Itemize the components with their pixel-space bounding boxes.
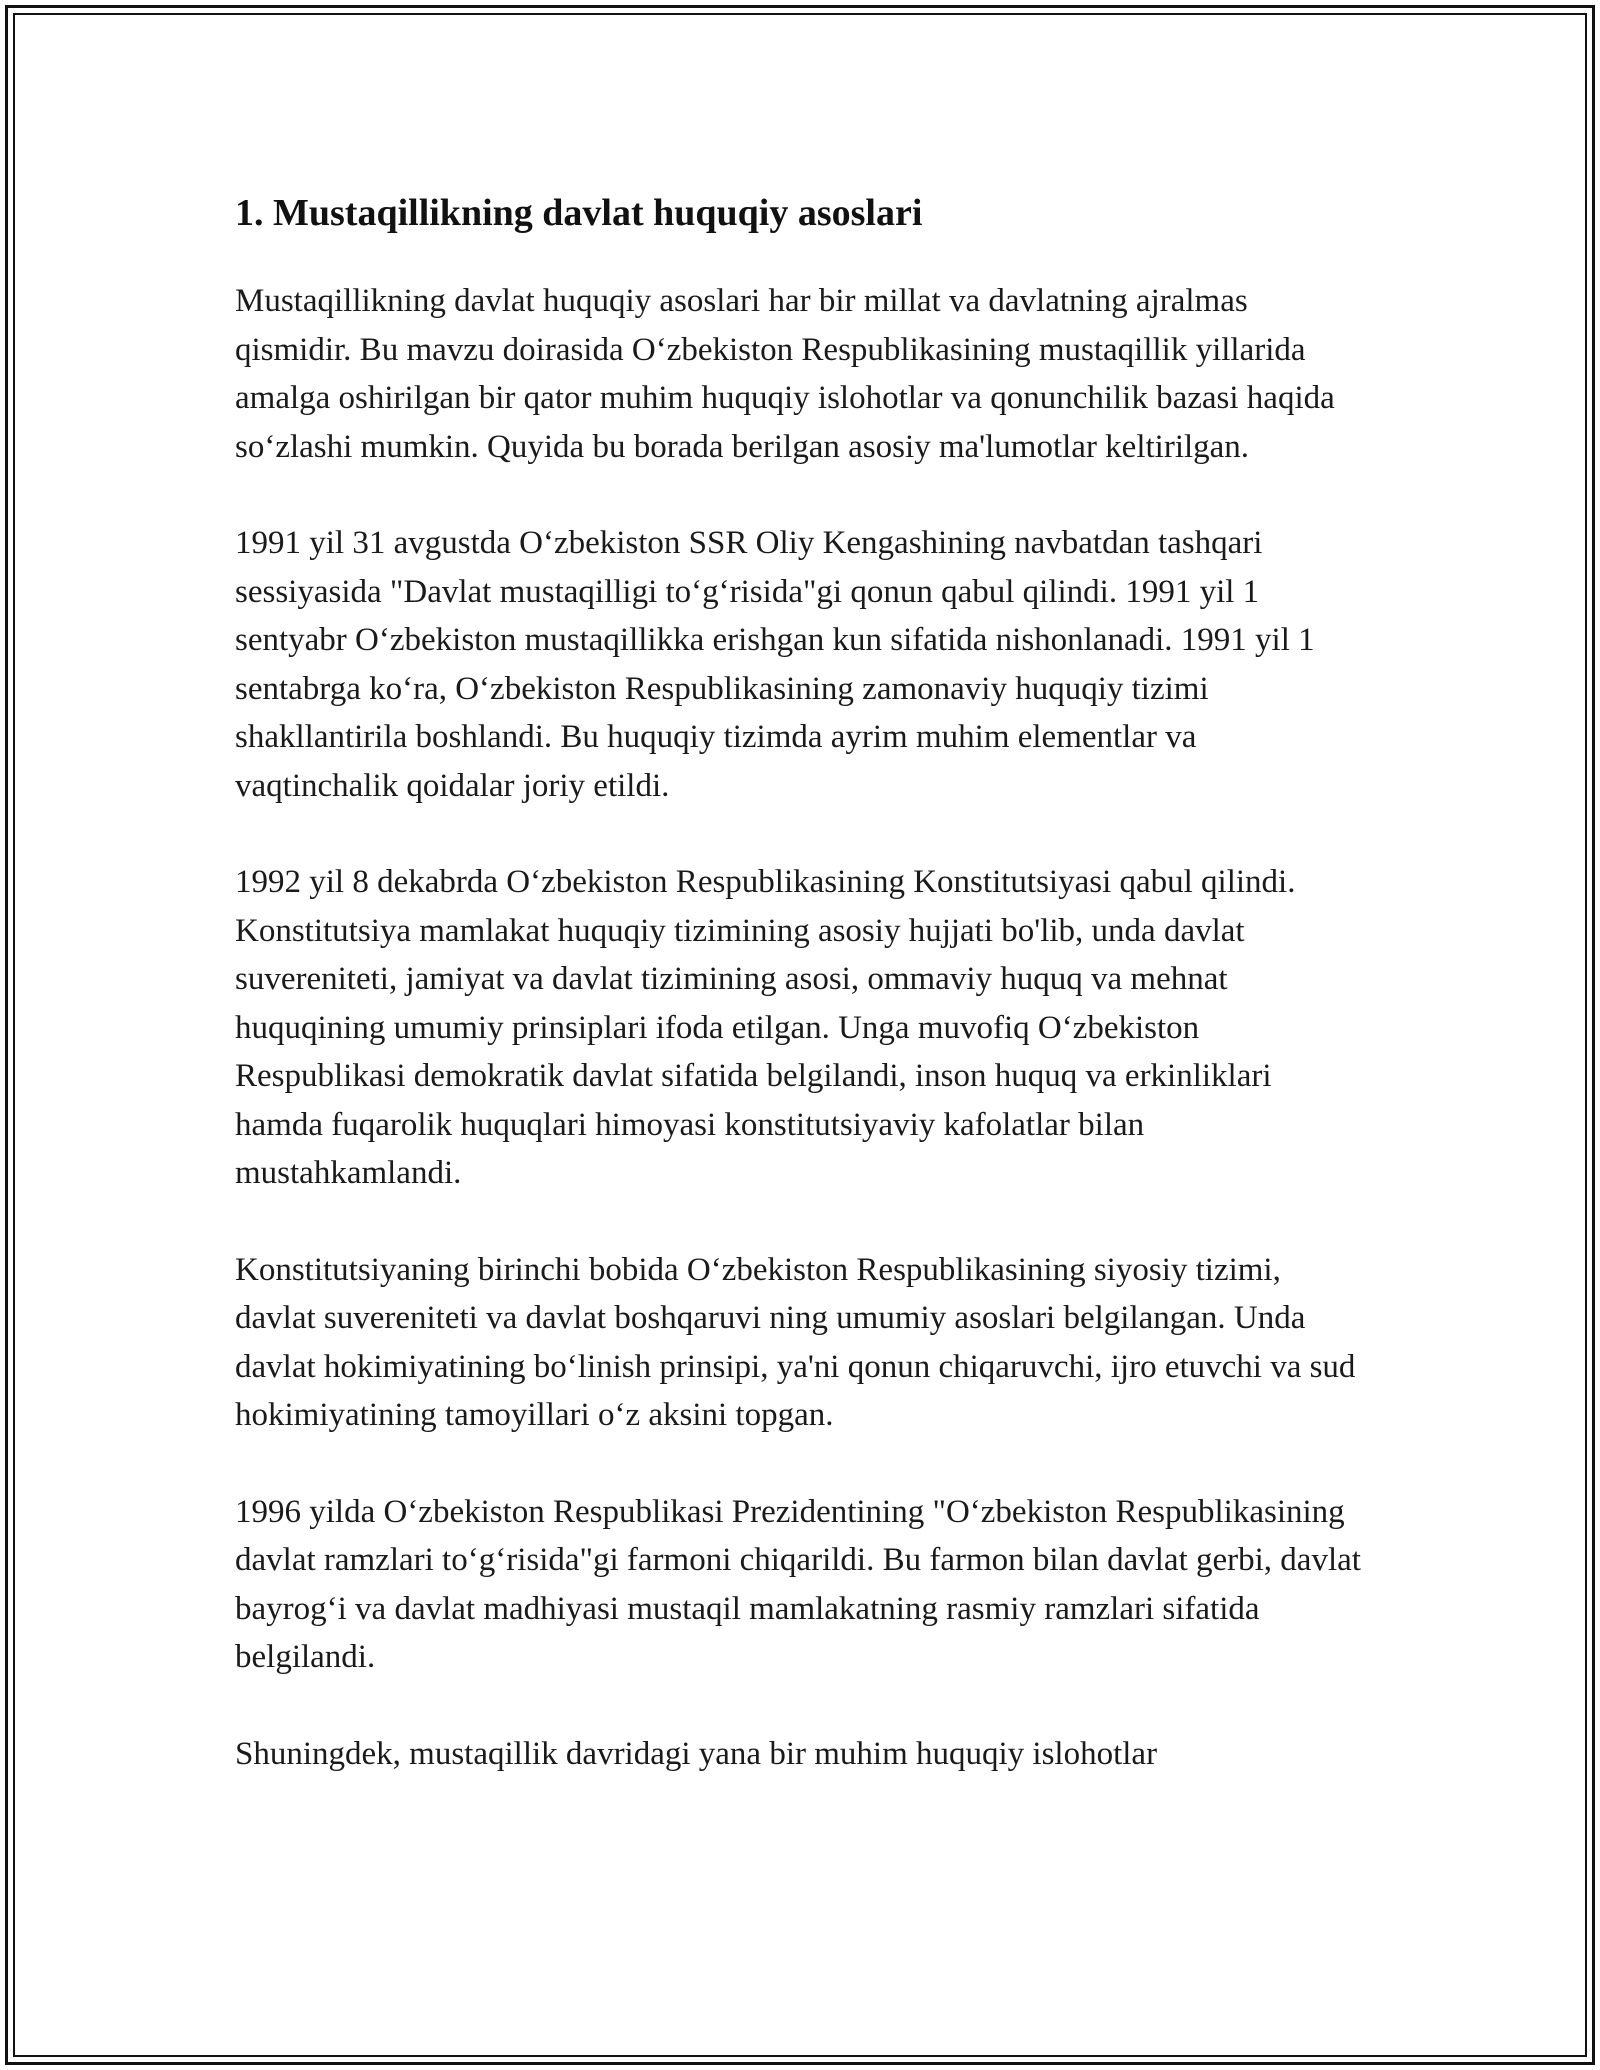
paragraph-intro: Mustaqillikning davlat huquqiy asoslari har bir millat va davlatning ajralmas qismidir. Bu mavzu doirasida O‘zbekiston Respublikasining mustaqillik yillarida amalga oshirilgan bir qator muhim huquqiy islohotlar va qonunchilik bazasi haqida so‘zlashi mumkin. Quyida bu borada berilgan asosiy ma'lumotlar keltirilgan.: [235, 283, 1335, 465]
section-heading: 1. Mustaqillikning davlat huquqiy asoslari: [235, 192, 923, 234]
paragraph-constitution-chapter-one: Konstitutsiyaning birinchi bobida O‘zbekiston Respublikasining siyosiy tizimi, davlat suvereniteti va davlat boshqaruvi ning umumiy asoslari belgilangan. Unda davlat hokimiyatining bo‘linish prinsipi, ya'ni qonun chiqaruvchi, ijro etuvchi va sud hokimiyatining tamoyillari o‘z aksini topgan.: [235, 1251, 1356, 1433]
paragraph-1992-constitution: 1992 yil 8 dekabrda O‘zbekiston Respublikasining Konstitutsiyasi qabul qilindi. Konstitutsiya mamlakat huquqiy tizimining asosiy hujjati bo'lib, unda davlat suvereniteti, jamiyat va davlat tizimining asosi, ommaviy huquq va mehnat huquqining umumiy prinsiplari ifoda etilgan. Unga muvofiq O‘zbekiston Respublikasi demokratik davlat sifatida belgilandi, inson huquq va erkinliklari hamda fuqarolik huquqlari himoyasi konstitutsiyaviy kafolatlar bilan mustahkamlandi.: [235, 864, 1296, 1191]
document-body: [235, 185, 1365, 1778]
paragraph-1991: 1991 yil 31 avgustda O‘zbekiston SSR Oliy Kengashining navbatdan tashqari sessiyasida "Davlat mustaqilligi to‘g‘risida"gi qonun qabul qilindi. 1991 yil 1 sentyabr O‘zbekiston mustaqillikka erishgan kun sifatida nishonlanadi. 1991 yil 1 sentabrga ko‘ra, O‘zbekiston Respublikasining zamonaviy huquqiy tizimi shakllantirila boshlandi. Bu huquqiy tizimda ayrim muhim elementlar va vaqtinchalik qoidalar joriy etildi.: [235, 525, 1315, 804]
paragraph-1996-state-symbols: 1996 yilda O‘zbekiston Respublikasi Prezidentining "O‘zbekiston Respublikasining davlat ramzlari to‘g‘risida"gi farmoni chiqarildi. Bu farmon bilan davlat gerbi, davlat bayrog‘i va davlat madhiyasi mustaqil mamlakatning rasmiy ramzlari sifatida belgilandi.: [235, 1493, 1361, 1675]
paragraph-continuation: Shuningdek, mustaqillik davridagi yana bir muhim huquqiy islohotlar: [235, 1735, 1158, 1772]
